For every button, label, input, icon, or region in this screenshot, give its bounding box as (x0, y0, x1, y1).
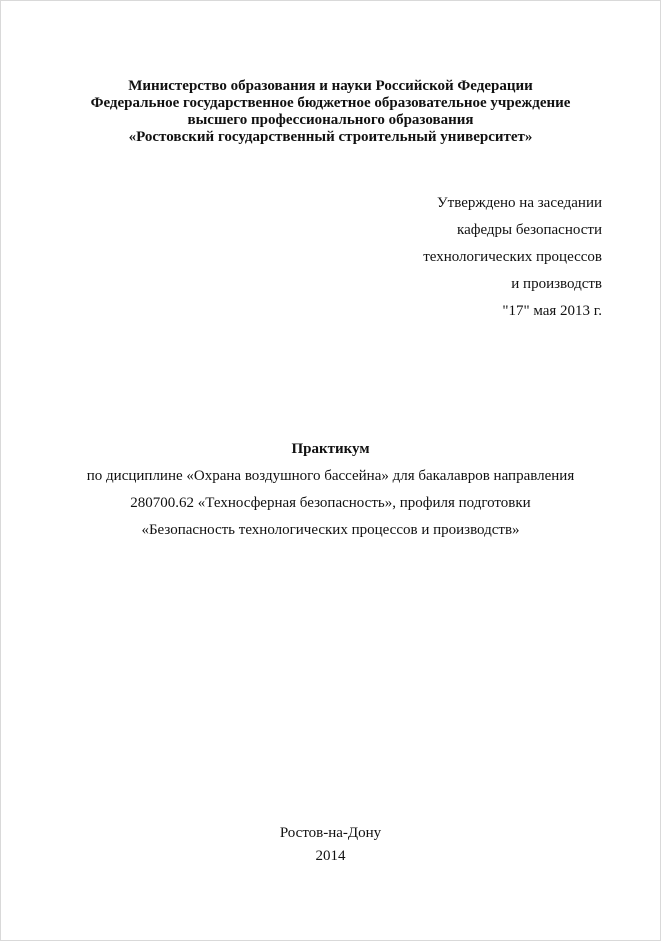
footer (0, 822, 661, 868)
institution-type-line: Федеральное государственное бюджетное образовательное учреждение (90, 95, 571, 111)
approval-line: кафедры безопасности (457, 222, 602, 238)
approval-line: Утверждено на заседании (437, 195, 602, 211)
institution-header (0, 78, 661, 146)
title-line: «Безопасность технологических процессов и производств» (141, 522, 520, 538)
document-type-title: Практикум (291, 441, 370, 457)
city: Ростов-на-Дону (279, 825, 382, 841)
approval-block (423, 190, 602, 325)
title-block (0, 436, 661, 544)
title-line: 280700.62 «Техносферная безопасность», профиля подготовки (130, 495, 531, 511)
university-name-line: «Ростовский государственный строительный университет» (128, 129, 533, 145)
year: 2014 (315, 848, 346, 864)
approval-line: и производств (511, 276, 602, 292)
title-line: по дисциплине «Охрана воздушного бассейна» для бакалавров направления (86, 468, 575, 484)
approval-date: "17" мая 2013 г. (502, 303, 602, 319)
approval-line: технологических процессов (423, 249, 602, 265)
education-level-line: высшего профессионального образования (187, 112, 474, 128)
ministry-line: Министерство образования и науки Российской Федерации (128, 78, 533, 94)
